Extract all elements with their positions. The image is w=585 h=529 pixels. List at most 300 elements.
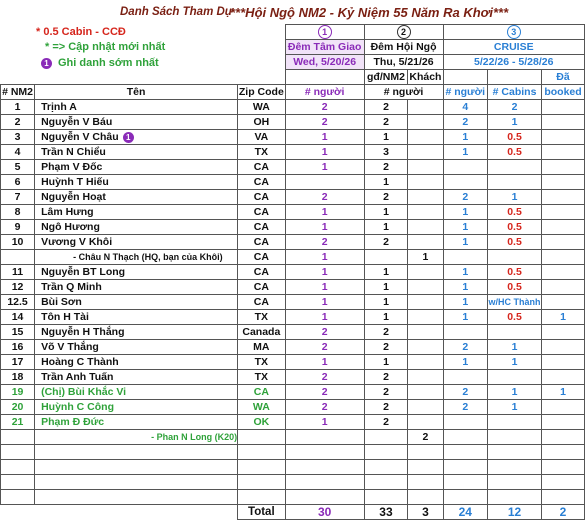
row-num: 8	[1, 205, 35, 220]
row-e2-guest	[408, 400, 443, 415]
row-name	[35, 130, 238, 145]
row-e3-cabins: 1	[488, 400, 542, 415]
row-e1-people: 2	[285, 100, 364, 115]
row-e3-booked	[542, 340, 585, 355]
row-zip: TX	[238, 355, 286, 370]
row-e2-guest	[408, 175, 443, 190]
row-num: 12.5	[1, 295, 35, 310]
col-guest: Khách	[409, 71, 442, 83]
legend-spacer	[1, 70, 286, 85]
row-e1-people: 1	[285, 295, 364, 310]
legend-spacer	[1, 25, 286, 40]
row-name	[35, 250, 238, 265]
row-e1-people: 1	[285, 250, 364, 265]
row-e2-family: 2	[364, 400, 408, 415]
row-e2-guest	[408, 280, 443, 295]
row-e2-guest	[408, 370, 443, 385]
title-bar	[0, 6, 585, 22]
row-name-text: Hoàng C Thành	[41, 356, 119, 368]
empty-cell	[364, 490, 408, 505]
row-e3-cabins	[488, 325, 542, 340]
list-title: Danh Sách Tham Dự	[120, 6, 234, 18]
row-name	[35, 415, 238, 430]
row-num: 17	[1, 355, 35, 370]
row-e3-people: 1	[443, 145, 488, 160]
table-row	[1, 370, 585, 385]
row-e2-guest	[408, 100, 443, 115]
row-e2-family: 2	[364, 100, 408, 115]
row-e3-people: 2	[443, 340, 488, 355]
col-e3-people: # người	[443, 85, 488, 100]
row-e3-booked	[542, 415, 585, 430]
row-zip	[238, 430, 286, 445]
row-zip: MA	[238, 340, 286, 355]
row-name-text: Trần Anh Tuấn	[41, 371, 114, 383]
empty-cell	[542, 490, 585, 505]
row-name	[35, 310, 238, 325]
row-name	[35, 325, 238, 340]
row-e3-booked	[542, 160, 585, 175]
row-name	[35, 340, 238, 355]
row-zip: CA	[238, 205, 286, 220]
row-e3-people: 1	[443, 220, 488, 235]
table-row	[1, 205, 585, 220]
row-e2-family: 2	[364, 235, 408, 250]
row-e2-guest	[408, 130, 443, 145]
col-family: gđ/NM2	[364, 70, 408, 85]
row-e3-people: 1	[443, 295, 488, 310]
row-e3-cabins	[488, 160, 542, 175]
table-row	[1, 235, 585, 250]
col-e1-people: # người	[285, 85, 364, 100]
empty-cell	[443, 460, 488, 475]
row-name-text: Vương V Khôi	[41, 236, 113, 248]
row-e1-people: 1	[285, 280, 364, 295]
row-e3-cabins: 0.5	[488, 130, 542, 145]
row-zip: WA	[238, 400, 286, 415]
row-num: 2	[1, 115, 35, 130]
row-e3-people: 1	[443, 310, 488, 325]
row-name-text: - Châu N Thạch (HQ, bạn của Khôi)	[73, 252, 223, 262]
row-e1-people: 2	[285, 115, 364, 130]
empty-cell	[285, 490, 364, 505]
row-name-text: Ngô Hương	[41, 221, 100, 233]
row-e2-guest	[408, 160, 443, 175]
row-e1-people: 2	[285, 190, 364, 205]
row-e1-people: 1	[285, 160, 364, 175]
row-e3-cabins	[488, 175, 542, 190]
row-num: 9	[1, 220, 35, 235]
row-e2-family: 1	[364, 175, 408, 190]
event-2-date: Thu, 5/21/26	[364, 55, 443, 70]
row-e1-people: 1	[285, 265, 364, 280]
row-e3-booked	[542, 205, 585, 220]
row-name	[35, 385, 238, 400]
row-e1-people: 2	[285, 370, 364, 385]
row-zip: CA	[238, 295, 286, 310]
empty-cell	[443, 475, 488, 490]
empty-cell	[1, 490, 35, 505]
row-name-text: Trần N Chiểu	[41, 146, 106, 158]
row-name	[35, 355, 238, 370]
empty-cell	[443, 490, 488, 505]
row-num	[1, 430, 35, 445]
row-name-text: Trịnh A	[41, 101, 77, 113]
legend-spacer	[1, 40, 286, 55]
row-e3-booked	[542, 370, 585, 385]
row-e3-booked	[542, 190, 585, 205]
event-1-num: 1	[285, 25, 364, 40]
empty-cell	[488, 490, 542, 505]
row-e3-people: 2	[443, 115, 488, 130]
row-e3-booked	[542, 250, 585, 265]
row-e3-people: 1	[443, 205, 488, 220]
totals-spacer	[1, 505, 35, 520]
row-e2-family: 2	[364, 340, 408, 355]
row-name-text: Nguyễn V Báu	[41, 116, 113, 128]
empty-cell	[1, 460, 35, 475]
row-e3-people: 1	[443, 130, 488, 145]
empty-cell	[408, 475, 443, 490]
row-e3-booked	[542, 235, 585, 250]
event-1-date: Wed, 5/20/26	[285, 55, 364, 70]
row-zip: CA	[238, 220, 286, 235]
empty-cell	[35, 475, 238, 490]
empty-cell	[542, 475, 585, 490]
table-row	[1, 130, 585, 145]
row-zip: WA	[238, 100, 286, 115]
row-e1-people: 2	[285, 385, 364, 400]
empty-cell	[285, 475, 364, 490]
early-bullet-icon: 1	[41, 58, 52, 69]
row-e2-guest	[408, 310, 443, 325]
legend-spacer	[1, 55, 286, 70]
row-zip: CA	[238, 175, 286, 190]
row-e3-people: 1	[443, 265, 488, 280]
table-row	[1, 295, 585, 310]
table-row	[1, 310, 585, 325]
row-name	[35, 160, 238, 175]
row-e1-people: 2	[285, 400, 364, 415]
row-e2-guest: 2	[408, 430, 443, 445]
event-3-sub	[488, 70, 542, 85]
table-row	[1, 385, 585, 400]
row-e3-people	[443, 175, 488, 190]
row-e2-guest	[408, 205, 443, 220]
row-e3-people	[443, 415, 488, 430]
row-name	[35, 370, 238, 385]
row-e1-people: 1	[285, 205, 364, 220]
row-e2-family: 2	[364, 115, 408, 130]
empty-row	[1, 475, 585, 490]
table-row	[1, 415, 585, 430]
row-name	[35, 190, 238, 205]
row-e2-guest	[408, 355, 443, 370]
row-zip: TX	[238, 370, 286, 385]
row-e2-family: 1	[364, 310, 408, 325]
row-name-text: Nguyễn BT Long	[41, 266, 126, 278]
empty-cell	[238, 475, 286, 490]
row-name-text: Nguyễn V Châu	[41, 131, 119, 143]
empty-cell	[238, 460, 286, 475]
row-e3-booked	[542, 115, 585, 130]
total-e3-cabins: 12	[488, 505, 542, 520]
row-name-text: Phạm Đ Đức	[41, 416, 105, 428]
empty-cell	[443, 445, 488, 460]
row-e3-people: 2	[443, 385, 488, 400]
row-e3-booked: 1	[542, 310, 585, 325]
row-num: 16	[1, 340, 35, 355]
table-row	[1, 280, 585, 295]
row-num: 14	[1, 310, 35, 325]
col-booked-1: Đã	[542, 70, 585, 85]
row-e2-family: 2	[364, 190, 408, 205]
row-zip: TX	[238, 145, 286, 160]
row-name-text: Huỳnh T Hiếu	[41, 176, 109, 188]
table-row	[1, 115, 585, 130]
row-zip: OH	[238, 115, 286, 130]
row-num: 5	[1, 160, 35, 175]
row-num: 21	[1, 415, 35, 430]
row-num: 11	[1, 265, 35, 280]
empty-cell	[488, 460, 542, 475]
table-row	[1, 355, 585, 370]
row-num: 4	[1, 145, 35, 160]
row-name-text: Tôn H Tài	[41, 311, 89, 323]
row-e3-cabins: 2	[488, 100, 542, 115]
row-e3-booked	[542, 265, 585, 280]
row-e1-people: 1	[285, 145, 364, 160]
total-e2-family: 33	[364, 505, 408, 520]
row-e3-cabins: 0.5	[488, 220, 542, 235]
empty-cell	[285, 445, 364, 460]
row-e3-booked	[542, 100, 585, 115]
empty-cell	[285, 460, 364, 475]
row-e3-booked	[542, 400, 585, 415]
row-e2-guest	[408, 145, 443, 160]
row-e1-people: 1	[285, 130, 364, 145]
row-e1-people: 2	[285, 325, 364, 340]
row-name-text: Nguyễn Hoạt	[41, 191, 106, 203]
row-e2-guest	[408, 385, 443, 400]
row-e1-people: 2	[285, 235, 364, 250]
row-name	[35, 115, 238, 130]
col-booked-2: booked	[542, 85, 585, 100]
row-e2-guest	[408, 115, 443, 130]
row-e3-people: 4	[443, 100, 488, 115]
row-e2-family: 2	[364, 385, 408, 400]
table-row	[1, 100, 585, 115]
row-e1-people: 1	[285, 415, 364, 430]
table-row	[1, 250, 585, 265]
row-e3-cabins: 0.5	[488, 280, 542, 295]
empty-cell	[488, 475, 542, 490]
row-e2-guest	[408, 265, 443, 280]
row-zip: OK	[238, 415, 286, 430]
empty-cell	[35, 490, 238, 505]
row-e3-booked	[542, 130, 585, 145]
row-e3-booked	[542, 355, 585, 370]
row-zip: Canada	[238, 325, 286, 340]
row-name-text: Lâm Hưng	[41, 206, 94, 218]
attendee-table	[0, 24, 585, 520]
row-num: 12	[1, 280, 35, 295]
row-name	[35, 175, 238, 190]
row-e3-people	[443, 325, 488, 340]
row-e3-cabins	[488, 370, 542, 385]
row-name-text: Huỳnh C Công	[41, 401, 114, 413]
empty-row	[1, 490, 585, 505]
row-e2-family: 2	[364, 160, 408, 175]
event-2-num: 2	[364, 25, 443, 40]
row-e1-people	[285, 430, 364, 445]
event-1-sub	[285, 70, 364, 85]
row-e3-cabins: 1	[488, 190, 542, 205]
row-zip: CA	[238, 160, 286, 175]
row-zip: CA	[238, 385, 286, 400]
row-e3-booked	[542, 325, 585, 340]
col-zip: Zip Code	[238, 86, 284, 98]
row-e3-booked	[542, 175, 585, 190]
row-e1-people: 2	[285, 340, 364, 355]
empty-cell	[1, 445, 35, 460]
empty-cell	[408, 460, 443, 475]
row-e3-booked	[542, 145, 585, 160]
row-e3-booked	[542, 430, 585, 445]
row-name-text: Trần Q Minh	[41, 281, 102, 293]
row-e2-family: 3	[364, 145, 408, 160]
row-name	[35, 265, 238, 280]
row-e2-guest	[408, 220, 443, 235]
row-e3-cabins	[488, 250, 542, 265]
total-e2-guest: 3	[408, 505, 443, 520]
row-name	[35, 235, 238, 250]
row-e3-booked: 1	[542, 385, 585, 400]
event-1-name: Đêm Tâm Giao	[285, 40, 364, 55]
col-e2-people: # người	[364, 85, 443, 100]
row-e3-cabins: 1	[488, 355, 542, 370]
row-e3-cabins: w/HC Thành	[488, 295, 542, 310]
row-e3-people: 1	[443, 235, 488, 250]
empty-cell	[1, 475, 35, 490]
totals-spacer	[35, 505, 238, 520]
row-e3-booked	[542, 220, 585, 235]
row-zip: CA	[238, 250, 286, 265]
row-name	[35, 400, 238, 415]
row-e2-family: 1	[364, 220, 408, 235]
row-e3-people: 1	[443, 280, 488, 295]
row-e3-cabins: 1	[488, 385, 542, 400]
row-e2-family: 1	[364, 355, 408, 370]
table-row	[1, 430, 585, 445]
row-e2-family: 2	[364, 415, 408, 430]
empty-cell	[364, 460, 408, 475]
row-e2-family	[364, 430, 408, 445]
row-num: 10	[1, 235, 35, 250]
row-e2-guest	[408, 190, 443, 205]
row-e2-family: 2	[364, 325, 408, 340]
row-e2-family: 1	[364, 295, 408, 310]
row-name-text: - Phan N Long (K20)	[151, 432, 238, 442]
row-e2-guest	[408, 325, 443, 340]
row-e2-family: 1	[364, 205, 408, 220]
row-e3-cabins	[488, 430, 542, 445]
row-e2-family: 1	[364, 280, 408, 295]
row-name	[35, 220, 238, 235]
event-3-sub	[443, 70, 488, 85]
row-num	[1, 250, 35, 265]
col-num: # NM2	[2, 86, 33, 98]
totals-label: Total	[238, 505, 286, 520]
empty-cell	[488, 445, 542, 460]
empty-cell	[408, 445, 443, 460]
event-3-date: 5/22/26 - 5/28/26	[443, 55, 585, 70]
row-zip: CA	[238, 280, 286, 295]
event-2-name: Đêm Hội Ngộ	[364, 40, 443, 55]
row-num: 19	[1, 385, 35, 400]
row-e2-guest	[408, 235, 443, 250]
row-name	[35, 205, 238, 220]
event-3-name: CRUISE	[443, 40, 585, 55]
table-row	[1, 175, 585, 190]
table-row	[1, 145, 585, 160]
row-zip: CA	[238, 235, 286, 250]
total-e3-people: 24	[443, 505, 488, 520]
table-row	[1, 325, 585, 340]
row-name-text: Võ V Thắng	[41, 341, 99, 353]
empty-cell	[238, 445, 286, 460]
row-e1-people: 1	[285, 355, 364, 370]
row-name	[35, 430, 238, 445]
empty-cell	[542, 445, 585, 460]
row-name-text: Bùi Sơn	[41, 296, 82, 308]
row-e3-cabins: 1	[488, 115, 542, 130]
row-name	[35, 145, 238, 160]
row-e3-cabins: 0.5	[488, 310, 542, 325]
row-name-text: Phạm V Đốc	[41, 161, 103, 173]
row-name-text: (Chị) Bùi Khắc Vi	[41, 386, 127, 398]
row-name	[35, 100, 238, 115]
empty-row	[1, 445, 585, 460]
col-name: Tên	[35, 85, 238, 100]
early-legend-label: Ghi danh sớm nhất	[58, 57, 159, 69]
row-e3-cabins: 0.5	[488, 235, 542, 250]
row-e1-people	[285, 175, 364, 190]
table-row	[1, 220, 585, 235]
event-3-num: 3	[443, 25, 585, 40]
total-e1-people: 30	[285, 505, 364, 520]
row-e3-people	[443, 250, 488, 265]
event-title: ***Hội Ngộ NM2 - Kỷ Niệm 55 Năm Ra Khơi***	[230, 5, 509, 20]
total-e3-booked: 2	[542, 505, 585, 520]
totals-row	[1, 505, 585, 520]
empty-cell	[364, 475, 408, 490]
row-name-text: Nguyễn H Thắng	[41, 326, 125, 338]
row-e1-people: 1	[285, 220, 364, 235]
row-e3-booked	[542, 295, 585, 310]
empty-cell	[238, 490, 286, 505]
empty-cell	[35, 445, 238, 460]
table-row	[1, 340, 585, 355]
update-legend: * => Cập nhật mới nhất	[45, 41, 166, 53]
table-row	[1, 265, 585, 280]
row-num: 15	[1, 325, 35, 340]
row-num: 7	[1, 190, 35, 205]
table-row	[1, 190, 585, 205]
table-row	[1, 400, 585, 415]
row-e3-people: 2	[443, 190, 488, 205]
row-zip: CA	[238, 265, 286, 280]
